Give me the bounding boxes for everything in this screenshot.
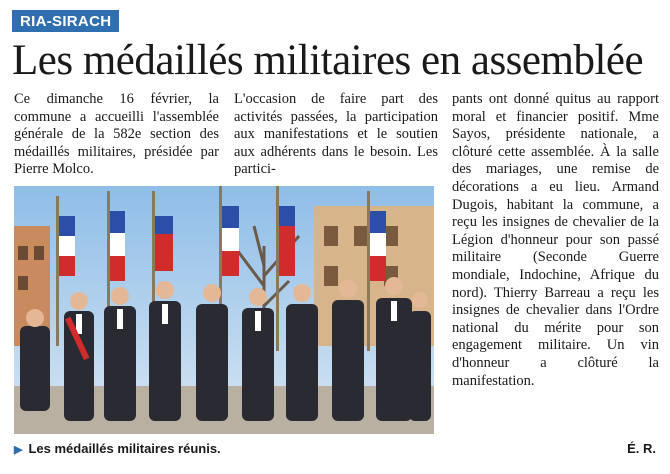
group-photo-illustration (14, 186, 434, 434)
group-photo (14, 186, 434, 434)
caption-marker-icon: ▶ (14, 444, 23, 456)
article-paragraph: Ce dimanche 16 février, la commune a accueilli l'assemblée générale de la 582e section des médaillés militaires, présidée par Pierre Molco. (14, 91, 219, 178)
article-column-3 (452, 91, 659, 431)
photo-caption (14, 441, 221, 456)
headline: Les médaillés militaires en assemblée (12, 37, 644, 84)
article-paragraph: L'occasion de faire part des activités passées, la participation aux manifestations et le soutien aux adhérents dans le besoin. Les partici- (234, 91, 438, 178)
article-column-2 (234, 91, 438, 183)
article-paragraph: pants ont donné quitus au rapport moral et financier positif. Mme Sayos, présidente nationale, a clôturé cette assemblée. À la salle des mariages, une remise de décorations a eu lieu. Armand Dugois, habitant la commune, a reçu les insignes de chevalier de la Légion d'honneur pour son passé militaire (Seconde Guerre mondiale, Indochine, Afrique du nord). Thierry Barreau a reçu les insignes de chevalier dans l'Ordre national du mérite pour son engagement militaire. Un vin d'honneur a clôturé la manifestation. (452, 91, 659, 389)
section-tag: RIA-SIRACH (12, 10, 119, 32)
author-signature: É. R. (627, 441, 656, 456)
article-column-1 (14, 91, 219, 183)
caption-text: Les médaillés militaires réunis. (28, 441, 221, 456)
